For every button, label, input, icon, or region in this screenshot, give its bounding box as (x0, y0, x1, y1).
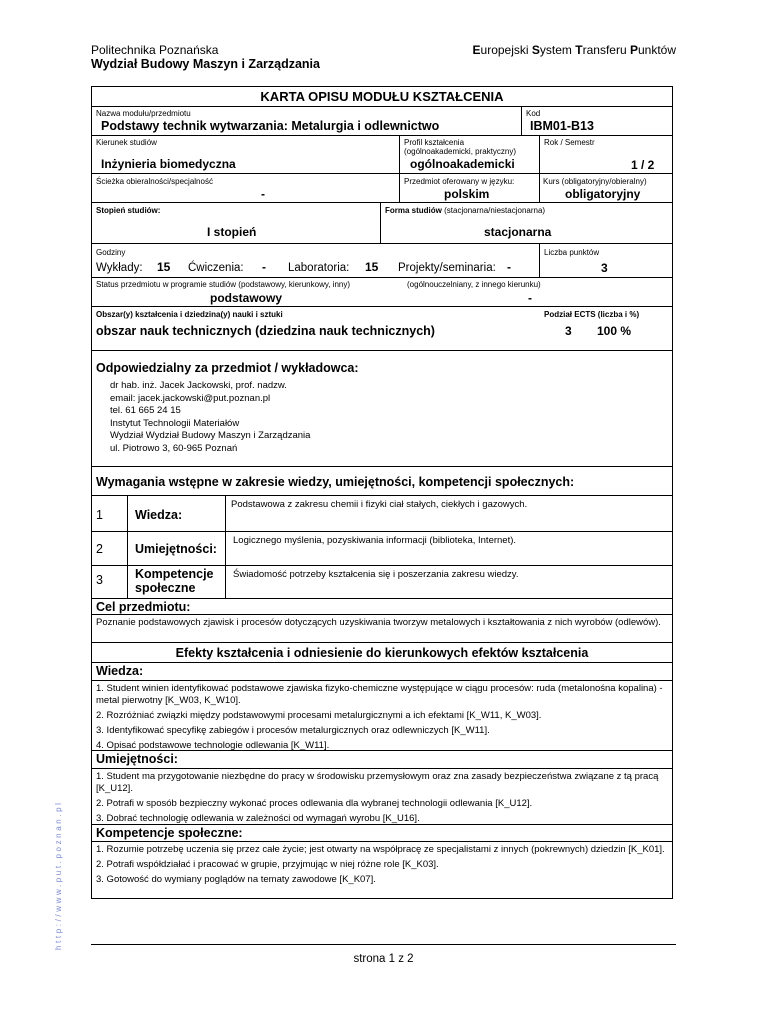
responsible-email: email: jacek.jackowski@put.poznan.pl (110, 392, 271, 404)
degree-value: I stopień (207, 225, 257, 239)
responsible-phone: tel. 61 665 24 15 (110, 405, 181, 416)
skills-item: 2. Potrafi w sposób bezpieczny wykonać proces odlewania dla wybranej technologii odlewania [K_U12]. (96, 798, 533, 809)
card-title: KARTA OPISU MODUŁU KSZTAŁCENIA (260, 89, 504, 104)
projects-label: Projekty/seminaria: (398, 262, 496, 274)
prereq-name-skills: Umiejętności: (135, 542, 217, 556)
areas-label: Obszar(y) kształcenia i dziedzina(y) nauki i sztuki (96, 310, 283, 319)
language-value: polskim (444, 187, 490, 201)
responsible-heading: Odpowiedzialny za przedmiot / wykładowca: (96, 361, 359, 375)
ects-system-title: Europejski System Transferu Punktów (472, 43, 676, 57)
responsible-address: ul. Piotrowo 3, 60-965 Poznań (110, 442, 238, 454)
responsible-details (110, 380, 310, 455)
faculty-name: Wydział Budowy Maszyn i Zarządzania (91, 57, 320, 71)
page-number: strona 1 z 2 (353, 953, 414, 965)
field-label: Kierunek studiów (96, 138, 157, 147)
module-code: IBM01-B13 (530, 119, 594, 133)
profile-label: Profil kształcenia (ogólnoakademicki, praktyczny) (404, 138, 517, 156)
lectures-hours: 15 (157, 260, 171, 274)
outcomes-heading: Efekty kształcenia i odniesienie do kierunkowych efektów kształcenia (175, 646, 589, 660)
hours-label: Godziny (96, 248, 126, 257)
knowledge-list (96, 683, 668, 752)
prereq-name-competence: Kompetencje społeczne (135, 567, 214, 595)
lectures-label: Wykłady: (96, 262, 143, 274)
competence-list (96, 844, 670, 886)
points-label: Liczba punktów (544, 248, 600, 257)
prereq-text-knowledge: Podstawowa z zakresu chemii i fizyki ciał stałych, ciekłych i gazowych. (231, 499, 528, 510)
area-value: obszar nauk technicznych (dziedzina nauk technicznych) (96, 324, 435, 338)
competence-item: 3. Gotowość do wymiany poglądów na tematy zawodowe [K_K07]. (96, 874, 376, 885)
knowledge-item: 4. Opisać podstawowe technologie odlewania [K_W11]. (96, 740, 330, 751)
competence-heading: Kompetencje społeczne: (96, 826, 243, 840)
path-value: - (261, 187, 265, 201)
responsible-faculty: Wydział Wydział Budowy Maszyn i Zarządzania (110, 430, 311, 441)
status-label: Status przedmiotu w programie studiów (podstawowy, kierunkowy, inny) (96, 280, 351, 289)
skills-item: 3. Dobrać technologię odlewania w zależności od wymagań wyrobu [K_U16]. (96, 813, 420, 824)
prereq-num-1: 1 (96, 508, 103, 522)
competence-item: 1. Rozumie potrzebę uczenia się przez całe życie; jest otwarty na współpracę ze specjalistami z innych (pokrewnych) dziedzin [K_K01]. (96, 844, 665, 855)
knowledge-item: 1. Student winien identyfikować podstawowe zjawiska fizyko-chemiczne występujące w ciągu procesów: ruda (metalonośna kopalina) - metal pierwotny [K_W03, K_W10]. (96, 683, 663, 706)
path-label: Ścieżka obieralności/specjalność (96, 177, 213, 186)
prereq-name-knowledge: Wiedza: (135, 508, 183, 522)
competence-item: 2. Potrafi współdziałać i pracować w grupie, przyjmując w niej różne role [K_K03]. (96, 859, 439, 870)
skills-list (96, 771, 668, 825)
skills-item: 1. Student ma przygotowanie niezbędne do pracy w środowisku przemysłowym oraz zna zasady bezpieczeństwa związane z tą pracą [K_U12]. (96, 771, 659, 794)
knowledge-item: 2. Rozróżniać związki między podstawowymi procesami metalurgicznymi a ich efektami [K_W11, K_W03]. (96, 710, 542, 721)
prereq-num-3: 3 (96, 573, 103, 587)
labs-label: Laboratoria: (288, 262, 350, 274)
prereq-num-2: 2 (96, 542, 103, 556)
exercises-label: Ćwiczenia: (188, 262, 244, 274)
knowledge-item: 3. Identyfikować specyfikę zabiegów i procesów metalurgicznych oraz odlewniczych [K_W11]. (96, 725, 490, 736)
knowledge-heading: Wiedza: (96, 664, 144, 678)
module-name-label: Nazwa modułu/przedmiotu (96, 109, 191, 118)
ects-points: 3 (565, 324, 572, 338)
language-label: Przedmiot oferowany w języku: (404, 177, 515, 186)
side-url-watermark: http://www.put.poznan.pl (54, 800, 63, 950)
ects-percent: 100 % (597, 324, 632, 338)
course-type-label: Kurs (obligatoryjny/obieralny) (543, 177, 647, 186)
degree-label: Stopień studiów: (96, 206, 161, 215)
footer-rule (91, 944, 676, 945)
university-name: Politechnika Poznańska (91, 43, 219, 57)
status-value-2: - (528, 291, 532, 305)
module-name: Podstawy technik wytwarzania: Metalurgia i odlewnictwo (101, 119, 440, 133)
labs-hours: 15 (365, 260, 379, 274)
year-label: Rok / Semestr (544, 138, 595, 147)
goal-text: Poznanie podstawowych zjawisk i procesów dotyczących uzyskiwania tworzyw metalowych i kształtowania z nich wyrobów (odlewów). (96, 617, 661, 628)
year-semester: 1 / 2 (631, 158, 655, 172)
code-label: Kod (526, 109, 541, 118)
study-form-label: Forma studiów (stacjonarna/niestacjonarna) (385, 206, 546, 215)
skills-heading: Umiejętności: (96, 752, 178, 766)
responsible-institute: Instytut Technologii Materiałów (110, 417, 240, 429)
ects-split-label: Podział ECTS (liczba i %) (544, 310, 640, 319)
status-label-2: (ogólnouczelniany, z innego kierunku) (407, 280, 541, 289)
field-of-study: Inżynieria biomedyczna (101, 157, 236, 171)
points-value: 3 (601, 261, 608, 275)
profile-value: ogólnoakademicki (410, 157, 515, 171)
course-type-value: obligatoryjny (565, 187, 641, 201)
prereq-text-competence: Świadomość potrzeby kształcenia się i poszerzania zakresu wiedzy. (233, 569, 519, 580)
goal-heading: Cel przedmiotu: (96, 600, 191, 614)
responsible-name: dr hab. inż. Jacek Jackowski, prof. nadzw. (110, 380, 287, 391)
projects-hours: - (507, 260, 511, 274)
prereq-text-skills: Logicznego myślenia, pozyskiwania informacji (biblioteka, Internet). (233, 535, 517, 546)
status-value: podstawowy (210, 291, 283, 305)
exercises-hours: - (262, 260, 266, 274)
prerequisites-heading: Wymagania wstępne w zakresie wiedzy, umiejętności, kompetencji społecznych: (96, 475, 575, 489)
study-form-value: stacjonarna (484, 225, 552, 239)
